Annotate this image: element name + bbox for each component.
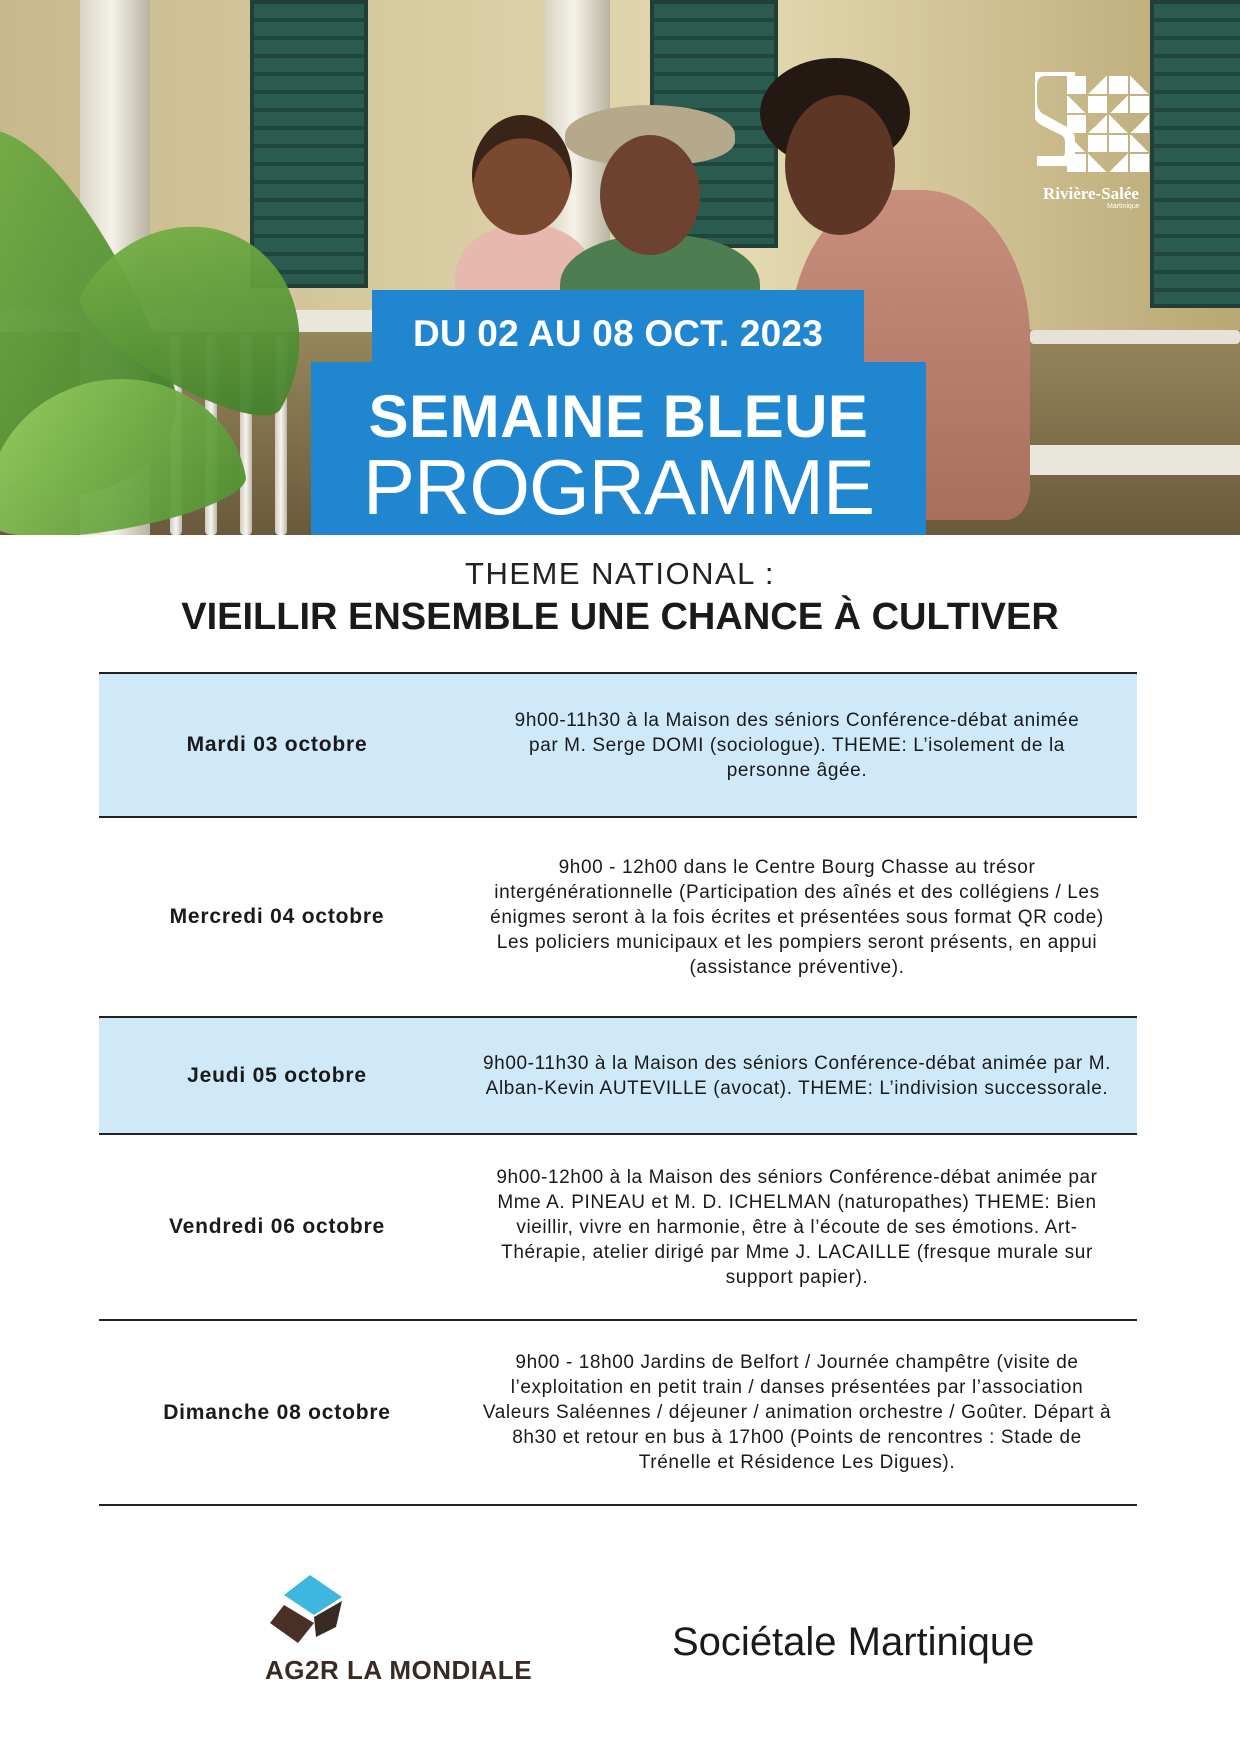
schedule-row-thursday [99, 1018, 1137, 1135]
grandmother-head [600, 135, 700, 255]
schedule-day: Vendredi 06 octobre [169, 1215, 385, 1238]
ag2r-name: AG2R LA MONDIALE [265, 1655, 533, 1685]
schedule-day: Jeudi 05 octobre [187, 1063, 367, 1087]
mother-head [785, 95, 895, 235]
societale-martinique: Sociétale Martinique [672, 1620, 1035, 1664]
shutter-right [1150, 0, 1240, 308]
schedule-description: 9h00 - 12h00 dans le Centre Bourg Chasse au trésor intergénérationnelle (Participation des aînés et des collégiens / Les énigmes seront à la fois écrites et présentées sous format QR code) Les policiers municipaux et les pompiers seront présents, en appui (assistance préventive). [490, 856, 1104, 978]
schedule-day: Dimanche 08 octobre [163, 1400, 391, 1424]
schedule-description: 9h00-12h00 à la Maison des séniors Conférence-débat animée par Mme A. PINEAU et M. D. ICHELMAN (naturopathes) THEME: Bien vieillir, vivre en harmonie, être à l’écoute de ses émotions. Art-Thérapie, atelier dirigé par Mme J. LACAILLE (fresque murale sur support papier). [496, 1166, 1098, 1288]
title-box [311, 362, 926, 535]
ag2r-diamond-icon [270, 1575, 350, 1645]
theme-title: VIEILLIR ENSEMBLE UNE CHANCE À CULTIVER [181, 596, 1059, 638]
schedule-row-sunday [99, 1321, 1137, 1506]
schedule-day: Mardi 03 octobre [186, 733, 368, 756]
ag2r-logo [260, 1575, 550, 1685]
event-name: SEMAINE BLEUE [368, 383, 869, 450]
schedule-row-wednesday [99, 818, 1137, 1018]
logo-town-sub: Martinique [1107, 203, 1140, 210]
schedule-description: 9h00 - 18h00 Jardins de Belfort / Journée champêtre (visite de l’exploitation en petit train / danses présentées par l’association Valeurs Saléennes / déjeuner / animation orchestre / Goûter. Départ à 8h30 et retour en bus à 17h00 (Points de rencontres : Stade de Trénelle et Résidence Les Digues). [482, 1352, 1112, 1473]
schedule-day: Mercredi 04 octobre [169, 905, 385, 928]
theme-label: THEME NATIONAL : [465, 556, 775, 591]
program-label: PROGRAMME [362, 443, 875, 531]
logo-town-name: Rivière-Salée [1043, 184, 1139, 203]
shutter-left [250, 0, 368, 288]
schedule-table [99, 672, 1137, 1506]
schedule-row-tuesday [99, 674, 1137, 818]
porch-table [1030, 330, 1240, 344]
schedule-row-friday [99, 1135, 1137, 1321]
riviere-salee-logo [1035, 72, 1155, 212]
schedule-description: 9h00-11h30 à la Maison des séniors Conférence-débat animée par M. Serge DOMI (sociologue). THEME: L’isolement de la personne âgée. [514, 709, 1080, 781]
checkmark-grid-icon [1067, 76, 1149, 172]
date-range: DU 02 AU 08 OCT. 2023 [372, 290, 864, 378]
schedule-description: 9h00-11h30 à la Maison des séniors Conférence-débat animée par M. Alban-Kevin AUTEVILLE (avocat). THEME: L’indivision successorale. [483, 1052, 1111, 1099]
child-head [472, 115, 572, 235]
